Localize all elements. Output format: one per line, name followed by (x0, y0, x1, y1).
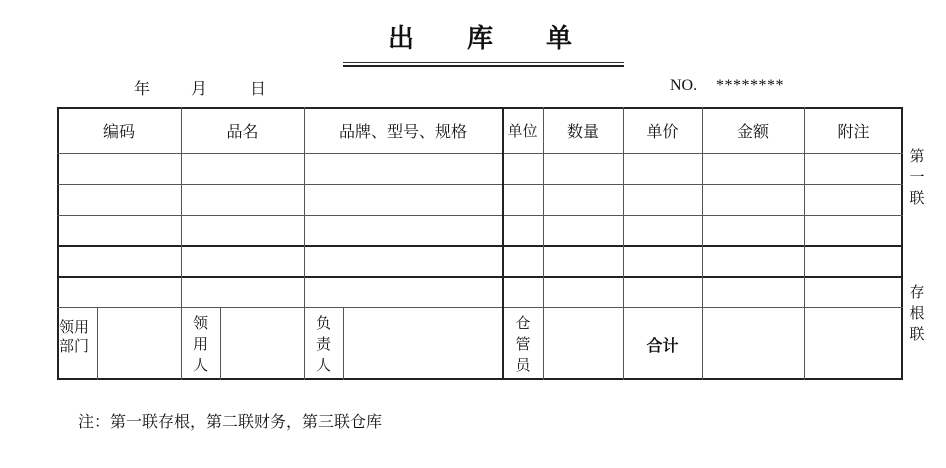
col-header-amount: 金额 (736, 121, 769, 141)
table-row[interactable] (57, 247, 903, 276)
date-year-label: 年 (134, 79, 151, 98)
copy-label-first (907, 146, 927, 209)
number-label: NO. (670, 77, 698, 94)
title-underline-thick (343, 65, 624, 67)
col-header-spec: 品牌、型号、规格 (338, 121, 467, 141)
title-char: 单 (545, 24, 572, 54)
title-underline (343, 62, 624, 63)
keeper-label (503, 310, 543, 378)
form-title (330, 18, 630, 58)
keeper-label-char: 员 (515, 355, 531, 374)
responsible-label-char: 负 (315, 313, 331, 332)
copy-label-char: 根 (909, 304, 925, 322)
col-header-unit-price: 单价 (646, 121, 679, 141)
copy-label-stub (907, 282, 927, 345)
col-header-unit: 单位 (507, 121, 538, 140)
col-header-name: 品名 (226, 121, 259, 141)
copy-label-char: 联 (909, 189, 925, 207)
total-amount-field[interactable] (703, 308, 804, 380)
dept-label-line1: 领用 (59, 318, 90, 336)
dept-label (59, 318, 97, 356)
date-day-label: 日 (250, 79, 267, 98)
footnote: 注：第一联存根，第二联财务，第三联仓库 (78, 412, 383, 431)
receiver-label-char: 人 (192, 355, 208, 374)
copy-label-char: 存 (909, 283, 925, 301)
total-remarks-field[interactable] (805, 308, 903, 380)
col-header-remarks: 附注 (837, 121, 870, 141)
col-header-quantity: 数量 (566, 121, 599, 141)
keeper-label-char: 仓 (515, 313, 531, 332)
copy-label-char: 一 (909, 168, 925, 186)
copy-label-char: 第 (909, 147, 925, 165)
keeper-field[interactable] (544, 308, 623, 380)
responsible-label (304, 310, 343, 378)
receiver-field[interactable] (221, 308, 304, 380)
receiver-label (181, 310, 220, 378)
keeper-label-char: 管 (515, 334, 531, 353)
col-header-code: 编码 (102, 121, 135, 141)
title-char: 库 (466, 24, 493, 54)
table-row[interactable] (57, 154, 903, 184)
date-month-label: 月 (191, 79, 208, 98)
dept-label-line2: 部门 (59, 337, 90, 355)
receiver-label-char: 用 (192, 334, 208, 353)
title-char: 出 (388, 24, 415, 54)
table-row[interactable] (57, 216, 903, 245)
receiver-label-char: 领 (192, 313, 208, 332)
copy-label-char: 联 (909, 325, 925, 343)
number-value: ******** (716, 77, 784, 94)
responsible-field[interactable] (344, 308, 502, 380)
table-row[interactable] (57, 185, 903, 215)
total-label: 合计 (646, 335, 679, 355)
dept-field[interactable] (98, 308, 181, 380)
responsible-label-char: 人 (315, 355, 331, 374)
table-row[interactable] (57, 278, 903, 307)
responsible-label-char: 责 (315, 334, 331, 353)
